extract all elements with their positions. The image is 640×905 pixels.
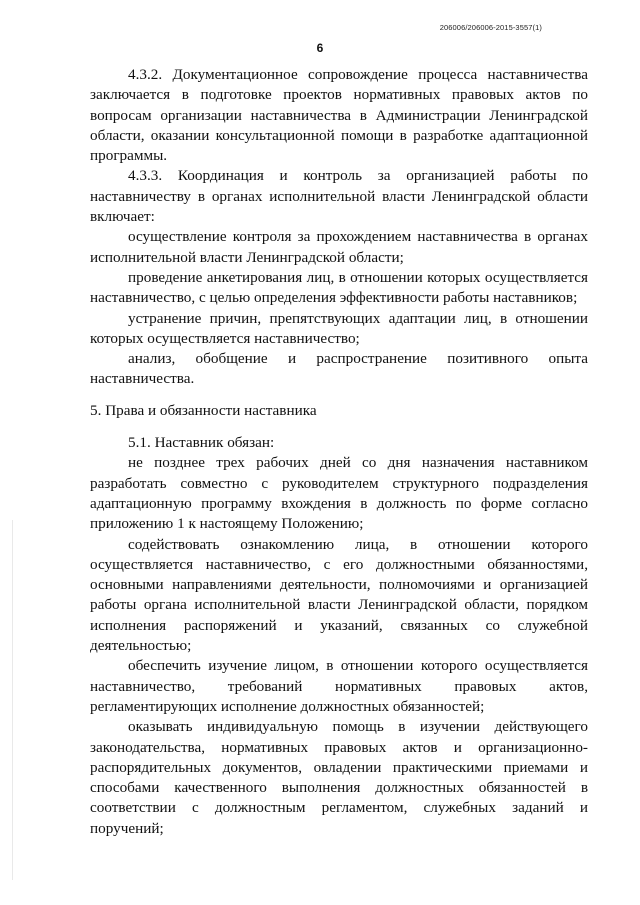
list-item-analysis: анализ, обобщение и распространение позитивного опыта наставничества.: [90, 350, 588, 388]
paragraph-4-3-3: 4.3.3. Координация и контроль за организацией работы по наставничеству в органах исполнительной власти Ленинградской области включает:: [90, 167, 588, 226]
list-item-eliminate-causes: устранение причин, препятствующих адаптации лиц, в отношении которых осуществляется наставничество;: [90, 309, 588, 347]
list-item-control: осуществление контроля за прохождением наставничества в органах исполнительной власти Ленинградской области;: [90, 228, 588, 266]
document-registration-number: 206006/206006-2015-3557(1): [439, 23, 542, 32]
duty-item-individual-help: оказывать индивидуальную помощь в изучении действующего законодательства, нормативных правовых актов и организационно-распорядительных документов, овладении практическими приемами и способами качественного выполнения должностных обязанностей в соответствии с должностным регламентом, служебных заданий и поручений;: [90, 718, 588, 837]
duty-item-familiarize: содействовать ознакомлению лица, в отношении которого осуществляется наставничество, с его должностными обязанностями, основными направлениями деятельности, полномочиями и организацией работы органа исполнительной власти Ленинградской области, порядком исполнения распоряжений и указаний, связанных со служебной деятельностью;: [90, 535, 588, 655]
duty-item-study-requirements: обеспечить изучение лицом, в отношении которого осуществляется наставничество, требований нормативных правовых актов, регламентирующих исполнение должностных обязанностей;: [90, 657, 588, 715]
paragraph-5-1: 5.1. Наставник обязан:: [128, 434, 275, 452]
duty-item-program: не позднее трех рабочих дней со дня назначения наставником разработать совместно с руководителем структурного подразделения адаптационную программу вхождения в должность по форме согласно приложению 1 к настоящему Положению;: [90, 454, 588, 533]
document-body: [90, 65, 588, 839]
section-heading: 5. Права и обязанности наставника: [90, 401, 317, 419]
page-number: 6: [316, 41, 324, 55]
scan-margin-line: [12, 520, 13, 880]
paragraph-4-3-2: 4.3.2. Документационное сопровождение процесса наставничества заключается в подготовке проектов нормативных правовых актов по вопросам организации наставничества в Администрации Ленинградской области, оказании консультационной помощи в разработке адаптационной программы.: [90, 66, 588, 165]
list-item-survey: проведение анкетирования лиц, в отношении которых осуществляется наставничество, с целью определения эффективности работы наставников;: [90, 268, 588, 307]
